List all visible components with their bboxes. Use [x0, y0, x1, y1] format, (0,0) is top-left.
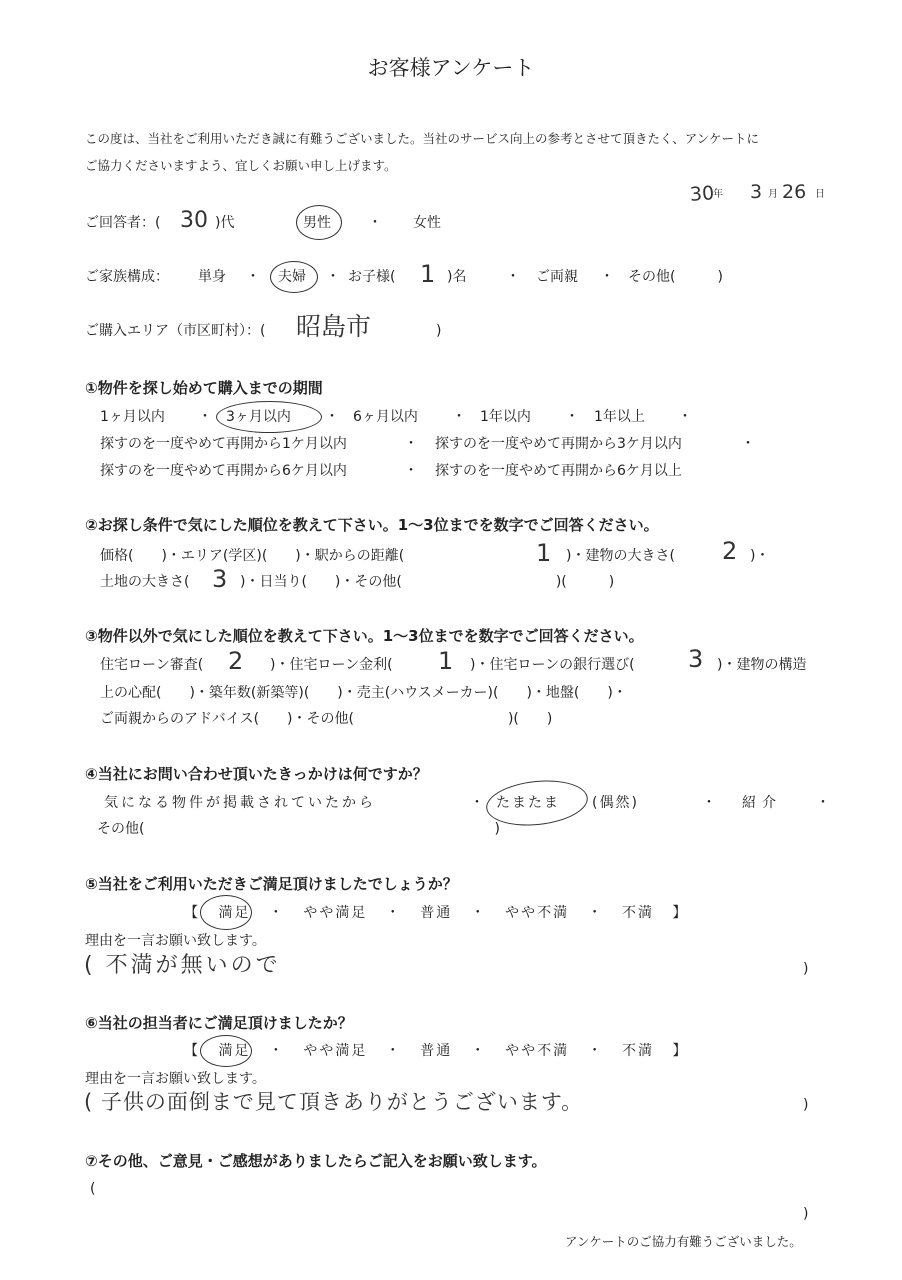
q3-loan-bank: )・住宅ローンの銀行選び(	[470, 657, 635, 673]
q5-heading: ⑤当社をご利用いただきご満足頂けましたでしょうか？	[85, 875, 458, 893]
family-label: ご家族構成：	[85, 269, 169, 285]
q2-row1-close: )・	[750, 548, 770, 564]
date-day-label: 日	[815, 189, 825, 200]
family-other: その他( )	[628, 269, 723, 285]
q7-open-paren: (	[90, 1181, 96, 1197]
q3-loan-rate: )・住宅ローン金利(	[270, 657, 393, 673]
q6-reason-close: )	[803, 1097, 809, 1113]
q4-heading: ④当社にお問い合わせ頂いたきっかけは何ですか？	[85, 765, 428, 783]
q5-reason-close: )	[803, 961, 809, 977]
q2-land-rank-handwritten: 3	[212, 565, 228, 593]
date-year-handwritten: 30	[689, 182, 715, 206]
area-label: ご購入エリア（市区町村）：(	[85, 323, 266, 339]
q1-option-1: 1ヶ月以内	[100, 409, 165, 425]
q1-heading: ①物件を探し始めて購入までの期間	[85, 379, 323, 397]
q3-heading: ③物件以外で気にした順位を教えて下さい。1〜3位までを数字でご回答ください。	[85, 627, 644, 645]
intro-line-2: ご協力くださいますよう、宜しくお願い申し上げます。	[85, 158, 397, 173]
q6-reason-label: 理由を一言お願い致します。	[85, 1071, 266, 1087]
family-parents: ご両親	[536, 269, 578, 285]
children-count-handwritten: 1	[420, 260, 436, 288]
q2-row1-part1: 価格( )・エリア(学区)( )・駅からの距離(	[100, 548, 405, 564]
area-handwritten: 昭島市	[296, 312, 372, 341]
q2-building-rank-handwritten: 2	[722, 537, 738, 565]
q5-reason-label: 理由を一言お願い致します。	[85, 933, 266, 949]
q4-option-1: 気になる物件が掲載されていたから	[104, 795, 376, 811]
intro-line-1: この度は、当社をご利用いただき誠に有難うございました。当社のサービス向上の参考とさせて頂きたく、アンケートに	[85, 131, 760, 146]
footer-thanks: アンケートのご協力有難うございました。	[565, 1234, 802, 1249]
respondent-separator: ・	[368, 215, 382, 231]
q2-heading: ②お探し条件で気にした順位を教えて下さい。1〜3位までを数字でご回答ください。	[85, 516, 659, 534]
q5-selected-circle	[200, 895, 252, 930]
q1-option-8: 探すのを一度やめて再開から6ケ月以内	[100, 463, 347, 479]
q1-option-3: 6ヶ月以内	[353, 409, 418, 425]
q3-loan-review: 住宅ローン審査(	[100, 657, 204, 673]
q2-land: 土地の大きさ(	[100, 574, 190, 590]
q1-option-7: 探すのを一度やめて再開から3ケ月以内	[435, 436, 682, 452]
q1-option-2: 3ヶ月以内	[226, 409, 291, 425]
date-month-handwritten: 3	[750, 181, 763, 203]
date-day-handwritten: 26	[782, 181, 807, 203]
area-close: )	[436, 323, 442, 339]
q6-reason-handwritten: ( 子供の面倒まで見て頂きありがとうございます。	[84, 1090, 584, 1114]
q2-distance-rank-handwritten: 1	[536, 539, 552, 567]
male-circle-mark	[296, 205, 342, 240]
respondent-female: 女性	[413, 215, 441, 231]
q6-selected-circle	[200, 1035, 252, 1067]
q3-row2: 上の心配( )・築年数(新築等)( )・売主(ハウスメーカー)( )・地盤( )・	[100, 685, 627, 701]
respondent-age-handwritten: 30	[180, 208, 208, 233]
q2-row1-part2: )・建物の大きさ(	[566, 548, 675, 564]
respondent-male: 男性	[303, 215, 331, 231]
q2-row2-rest: )・日当り( )・その他( )( )	[240, 574, 615, 590]
q6-options: 【 満足 ・ やや満足 ・ 普通 ・ やや不満 ・ 不満 】	[184, 1043, 689, 1059]
q3-row3: ご両親からのアドバイス( )・その他( )( )	[100, 711, 553, 727]
q6-heading: ⑥当社の担当者にご満足頂けましたか？	[85, 1014, 353, 1032]
date-month-label: 月	[768, 189, 778, 200]
family-children-suffix: )名	[447, 269, 467, 285]
q3-loan-review-rank-handwritten: 2	[228, 647, 244, 675]
q4-option-2: たまたま	[496, 795, 560, 811]
family-single: 単身	[198, 269, 226, 285]
q1-option-5: 1年以上	[594, 409, 645, 425]
q5-reason-handwritten: ( 不満が無いので	[84, 953, 281, 978]
date-year-label: 年	[713, 189, 723, 200]
family-couple: 夫婦	[278, 269, 306, 285]
q7-close-paren: )	[803, 1206, 809, 1222]
q4-option-3: 紹介	[742, 795, 782, 811]
q3-loan-bank-rank-handwritten: 3	[688, 645, 704, 673]
q3-loan-rate-rank-handwritten: 1	[438, 647, 454, 675]
respondent-label: ご回答者：(	[85, 215, 161, 231]
q1-selected-circle	[216, 401, 322, 433]
q4-other: その他( )	[97, 821, 500, 837]
q1-option-4: 1年以内	[480, 409, 531, 425]
q4-option-2-note: (偶然)	[592, 795, 639, 811]
q3-structure: )・建物の構造	[717, 657, 807, 673]
family-children: お子様(	[348, 269, 396, 285]
q1-option-9: 探すのを一度やめて再開から6ケ月以上	[435, 463, 682, 479]
page-title: お客様アンケート	[367, 56, 535, 80]
q1-option-6: 探すのを一度やめて再開から1ケ月以内	[100, 436, 347, 452]
couple-circle-mark	[270, 261, 318, 293]
respondent-age-suffix: )代	[215, 215, 235, 231]
q5-options: 【 満足 ・ やや満足 ・ 普通 ・ やや不満 ・ 不満 】	[184, 905, 689, 921]
q7-heading: ⑦その他、ご意見・ご感想がありましたらご記入をお願い致します。	[85, 1152, 547, 1170]
